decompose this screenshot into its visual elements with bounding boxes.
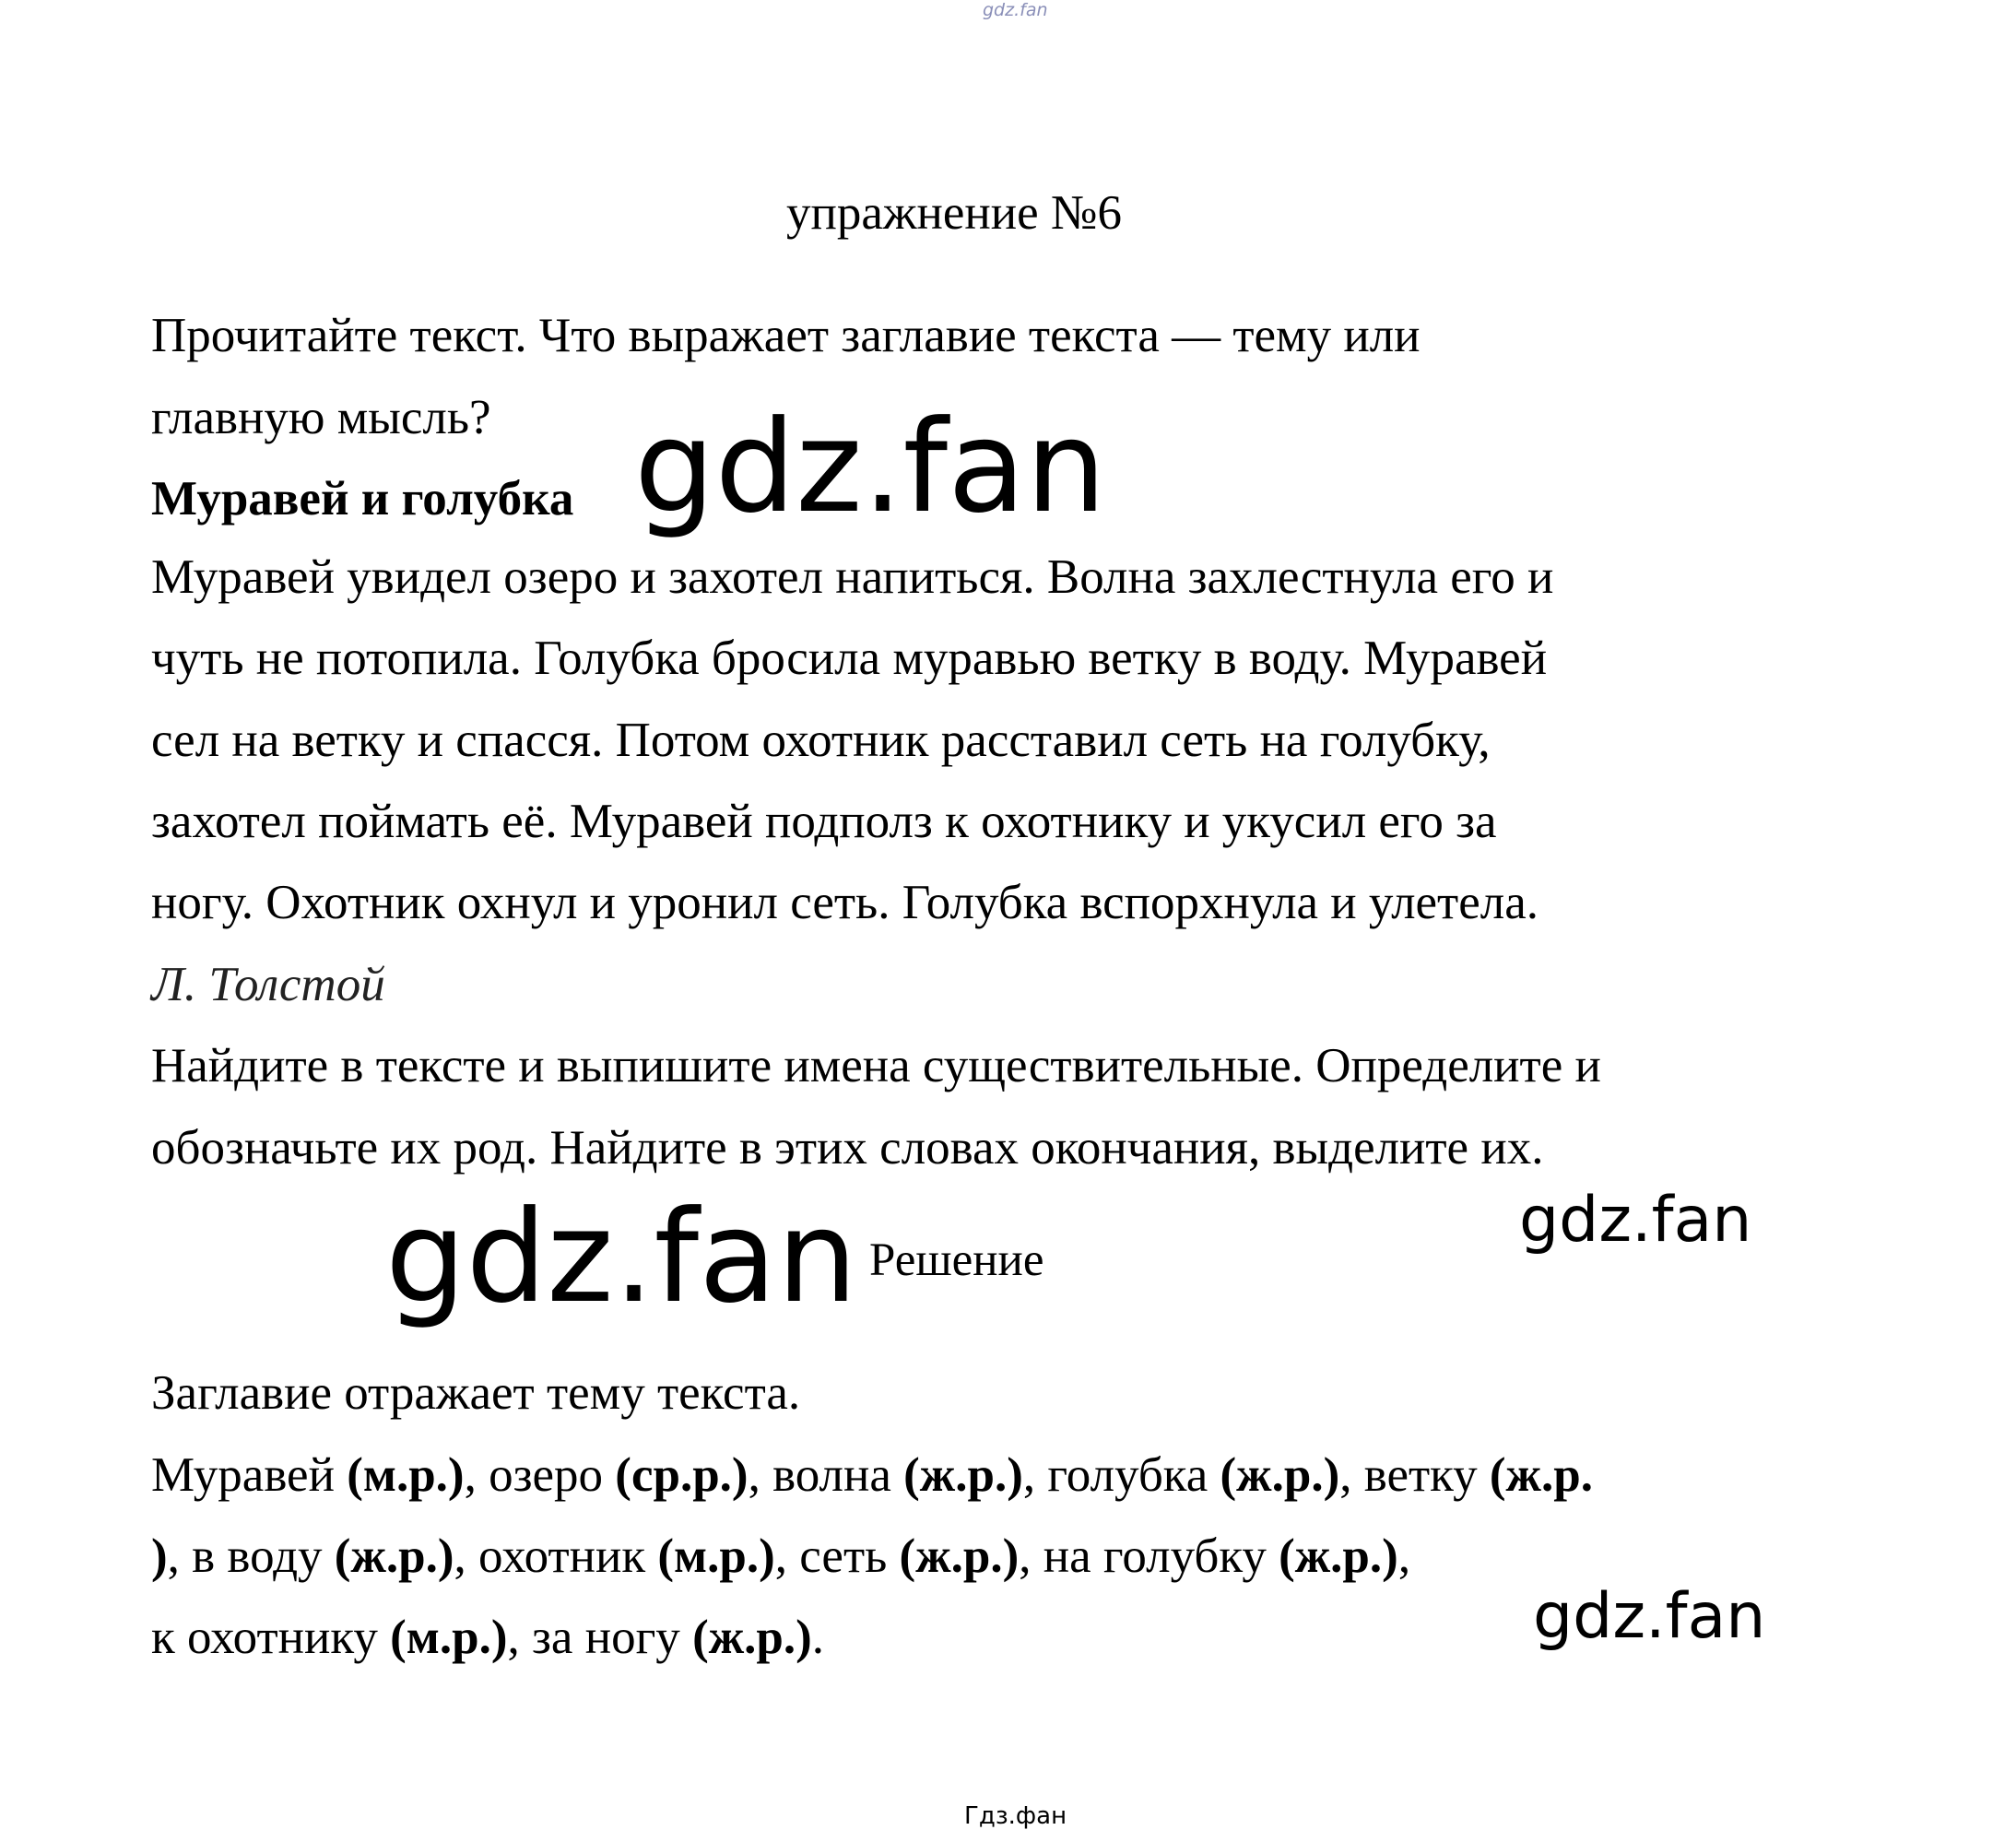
separator: , — [507, 1611, 532, 1664]
answer-nouns-line-2 — [151, 1529, 1411, 1583]
noun-word: ветку — [1363, 1448, 1490, 1502]
gender-tag: (ср.р.) — [615, 1448, 749, 1502]
top-watermark: gdz.fan — [983, 0, 1048, 20]
separator: , — [1397, 1529, 1411, 1583]
separator: , — [1022, 1448, 1048, 1502]
gender-tag: (ж.р.) — [1220, 1448, 1340, 1502]
separator: , — [464, 1448, 489, 1502]
noun-word: к охотнику — [151, 1611, 391, 1664]
answer-nouns-line-1 — [151, 1448, 1593, 1502]
assignment-line-1: Найдите в тексте и выпишите имена существительные. Определите и — [151, 1039, 1601, 1092]
gender-tag: (м.р.) — [347, 1448, 465, 1502]
answer-line-1: Заглавие отражает тему текста. — [151, 1366, 801, 1420]
watermark: gdz.fan — [1533, 1580, 1766, 1653]
gender-tag: (м.р.) — [390, 1611, 508, 1664]
assignment-line-2: обозначьте их род. Найдите в этих словах окончания, выделите их. — [151, 1121, 1544, 1175]
watermark: gdz.fan — [634, 393, 1107, 541]
story-line-1: Муравей увидел озеро и захотел напиться. Волна захлестнула его и — [151, 550, 1554, 604]
separator: , — [748, 1448, 773, 1502]
noun-word: озеро — [489, 1448, 616, 1502]
noun-word: волна — [772, 1448, 904, 1502]
gender-tag: (ж.р.) — [1279, 1529, 1398, 1583]
task-line-1: Прочитайте текст. Что выражает заглавие текста — тему или — [151, 309, 1421, 362]
noun-word: , на голубку — [1019, 1529, 1279, 1583]
noun-word: за ногу — [532, 1611, 693, 1664]
noun-word: , охотник — [454, 1529, 658, 1583]
solution-heading: Решение — [869, 1234, 1044, 1286]
separator: . — [811, 1611, 825, 1664]
story-line-3: сел на ветку и спасся. Потом охотник расставил сеть на голубку, — [151, 714, 1491, 767]
gender-tag: (ж.р.) — [692, 1611, 812, 1664]
noun-word: , в воду — [167, 1529, 335, 1583]
noun-word: Муравей — [151, 1448, 348, 1502]
gender-tag: (ж.р.) — [899, 1529, 1020, 1583]
task-line-2: главную мысль? — [151, 391, 491, 444]
story-line-5: ногу. Охотник охнул и уронил сеть. Голубка вспорхнула и улетела. — [151, 876, 1539, 929]
story-author: Л. Толстой — [151, 958, 385, 1011]
footer-label: Гдз.фан — [964, 1802, 1067, 1830]
story-title: Муравей и голубка — [151, 472, 574, 525]
exercise-title: упражнение №6 — [786, 186, 1122, 240]
noun-word: голубка — [1047, 1448, 1220, 1502]
gender-tag: (м.р.) — [657, 1529, 775, 1583]
watermark: gdz.fan — [385, 1183, 858, 1331]
story-line-4: захотел поймать её. Муравей подполз к охотнику и укусил его за — [151, 795, 1497, 848]
noun-word: , сеть — [774, 1529, 900, 1583]
gender-tag: (ж.р. — [1489, 1448, 1593, 1502]
watermark: gdz.fan — [1519, 1184, 1752, 1257]
story-line-2: чуть не потопила. Голубка бросила муравью ветку в воду. Муравей — [151, 632, 1548, 685]
gender-tag: (ж.р.) — [903, 1448, 1023, 1502]
separator: , — [1339, 1448, 1364, 1502]
gender-tag: (ж.р.) — [334, 1529, 454, 1583]
gender-tag-close: ) — [151, 1529, 168, 1583]
answer-nouns-line-3 — [151, 1613, 824, 1662]
